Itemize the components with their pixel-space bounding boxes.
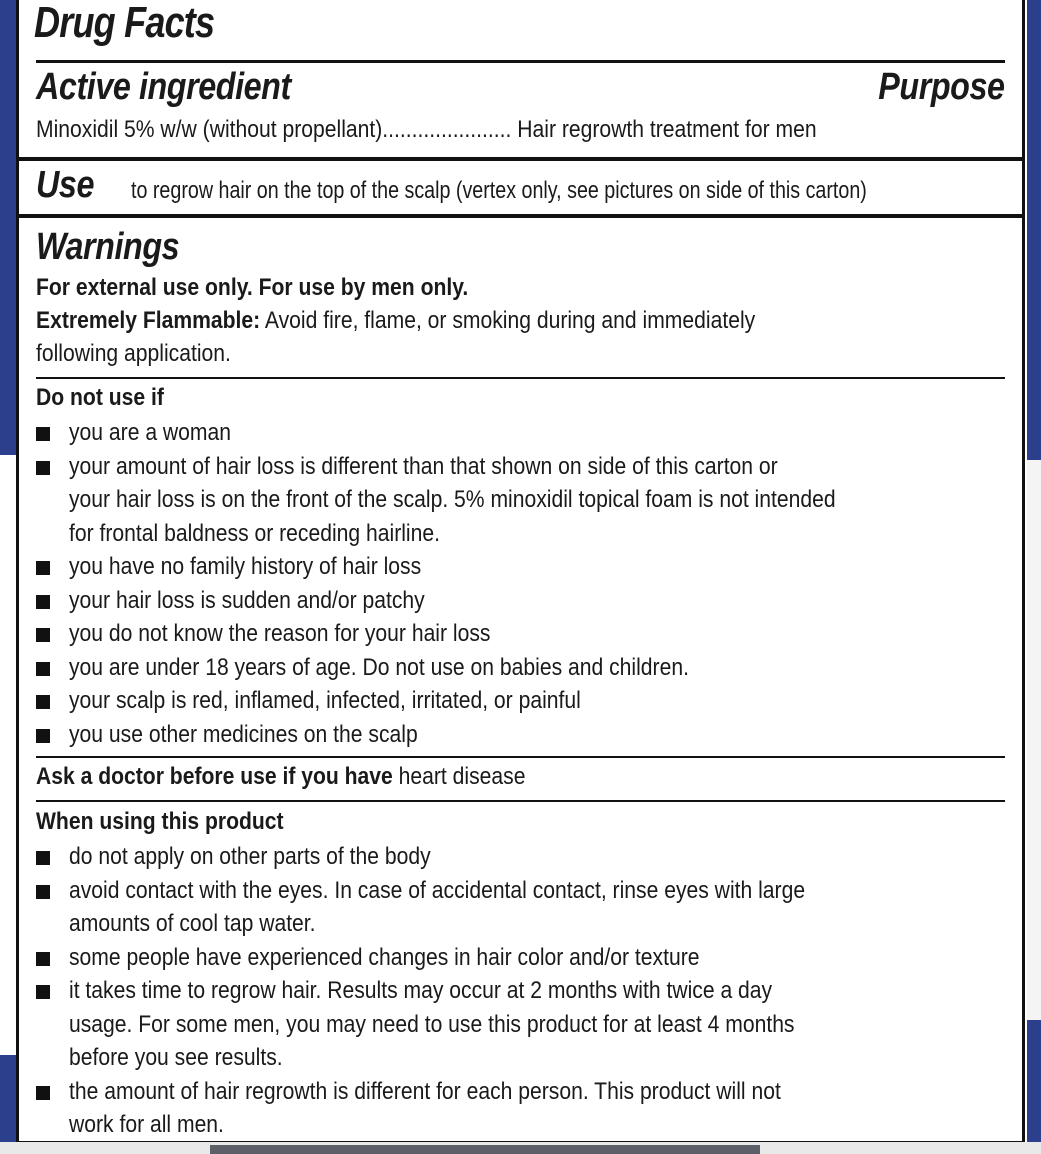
bullet-square-icon bbox=[36, 662, 50, 676]
list-item: you have no family history of hair loss bbox=[33, 550, 940, 584]
active-ingredient-heading: Active ingredient bbox=[36, 66, 291, 108]
do-not-use-list bbox=[33, 416, 940, 751]
list-item: you are under 18 years of age. Do not use on babies and children. bbox=[33, 651, 940, 685]
divider bbox=[36, 377, 1005, 379]
list-item: you are a woman bbox=[33, 416, 940, 450]
page-title: Drug Facts bbox=[34, 0, 215, 47]
leader-dots: ...................... bbox=[382, 116, 512, 143]
bottom-scroll-strip bbox=[0, 1142, 1041, 1154]
list-item: the amount of hair regrowth is different for each person. This product will not work for all men. bbox=[33, 1075, 905, 1142]
bullet-square-icon bbox=[36, 461, 50, 475]
background-left-edge bbox=[0, 0, 16, 1154]
list-item: your hair loss is sudden and/or patchy bbox=[33, 584, 940, 618]
scrollbar-thumb[interactable] bbox=[210, 1145, 760, 1154]
bullet-square-icon bbox=[36, 595, 50, 609]
external-use-warning: For external use only. For use by men only. bbox=[36, 274, 469, 301]
list-item: it takes time to regrow hair. Results may occur at 2 months with twice a day usage. For some men, you may need to use this product for at least 4 months before you see results. bbox=[33, 974, 905, 1075]
bullet-square-icon bbox=[36, 729, 50, 743]
divider bbox=[36, 756, 1005, 758]
bullet-square-icon bbox=[36, 885, 50, 899]
bullet-square-icon bbox=[36, 1086, 50, 1100]
flammable-label: Extremely Flammable: bbox=[36, 307, 261, 334]
list-item: do not apply on other parts of the body bbox=[33, 840, 905, 874]
ingredient-line bbox=[36, 116, 817, 144]
flammable-warning-cont: following application. bbox=[36, 340, 231, 367]
purpose-heading: Purpose bbox=[878, 66, 1005, 108]
list-item: some people have experienced changes in hair color and/or texture bbox=[33, 941, 905, 975]
ask-doctor-line bbox=[36, 763, 525, 791]
flammable-warning bbox=[36, 307, 755, 335]
do-not-use-heading: Do not use if bbox=[36, 384, 164, 411]
section-divider bbox=[19, 157, 1022, 161]
use-text: to regrow hair on the top of the scalp (vertex only, see pictures on side of this carton) bbox=[131, 177, 867, 204]
when-using-heading: When using this product bbox=[36, 808, 284, 835]
divider bbox=[36, 60, 1005, 63]
ingredient-name: Minoxidil 5% w/w (without propellant) bbox=[36, 116, 383, 143]
when-using-list bbox=[33, 840, 905, 1142]
section-divider bbox=[19, 214, 1022, 218]
drug-facts-panel bbox=[16, 0, 1025, 1144]
ingredient-purpose: Hair regrowth treatment for men bbox=[517, 116, 817, 143]
list-item: you do not know the reason for your hair loss bbox=[33, 617, 940, 651]
bullet-square-icon bbox=[36, 952, 50, 966]
ask-doctor-label: Ask a doctor before use if you have bbox=[36, 763, 393, 790]
list-item: avoid contact with the eyes. In case of accidental contact, rinse eyes with large amounts of cool tap water. bbox=[33, 874, 905, 941]
list-item: your scalp is red, inflamed, infected, irritated, or painful bbox=[33, 684, 940, 718]
bullet-square-icon bbox=[36, 427, 50, 441]
bullet-square-icon bbox=[36, 561, 50, 575]
bullet-square-icon bbox=[36, 695, 50, 709]
warnings-heading: Warnings bbox=[36, 226, 180, 268]
background-right-edge bbox=[1027, 0, 1041, 1154]
flammable-text: Avoid fire, flame, or smoking during and immediately bbox=[260, 307, 756, 334]
bullet-square-icon bbox=[36, 628, 50, 642]
list-item: your amount of hair loss is different than that shown on side of this carton or your hair loss is on the front of the scalp. 5% minoxidil topical foam is not intended for frontal baldness or receding hairline. bbox=[33, 450, 940, 551]
use-heading: Use bbox=[36, 164, 94, 206]
bullet-square-icon bbox=[36, 985, 50, 999]
divider bbox=[36, 800, 1005, 802]
bullet-square-icon bbox=[36, 851, 50, 865]
list-item: you use other medicines on the scalp bbox=[33, 718, 940, 752]
ask-doctor-text: heart disease bbox=[392, 763, 526, 790]
